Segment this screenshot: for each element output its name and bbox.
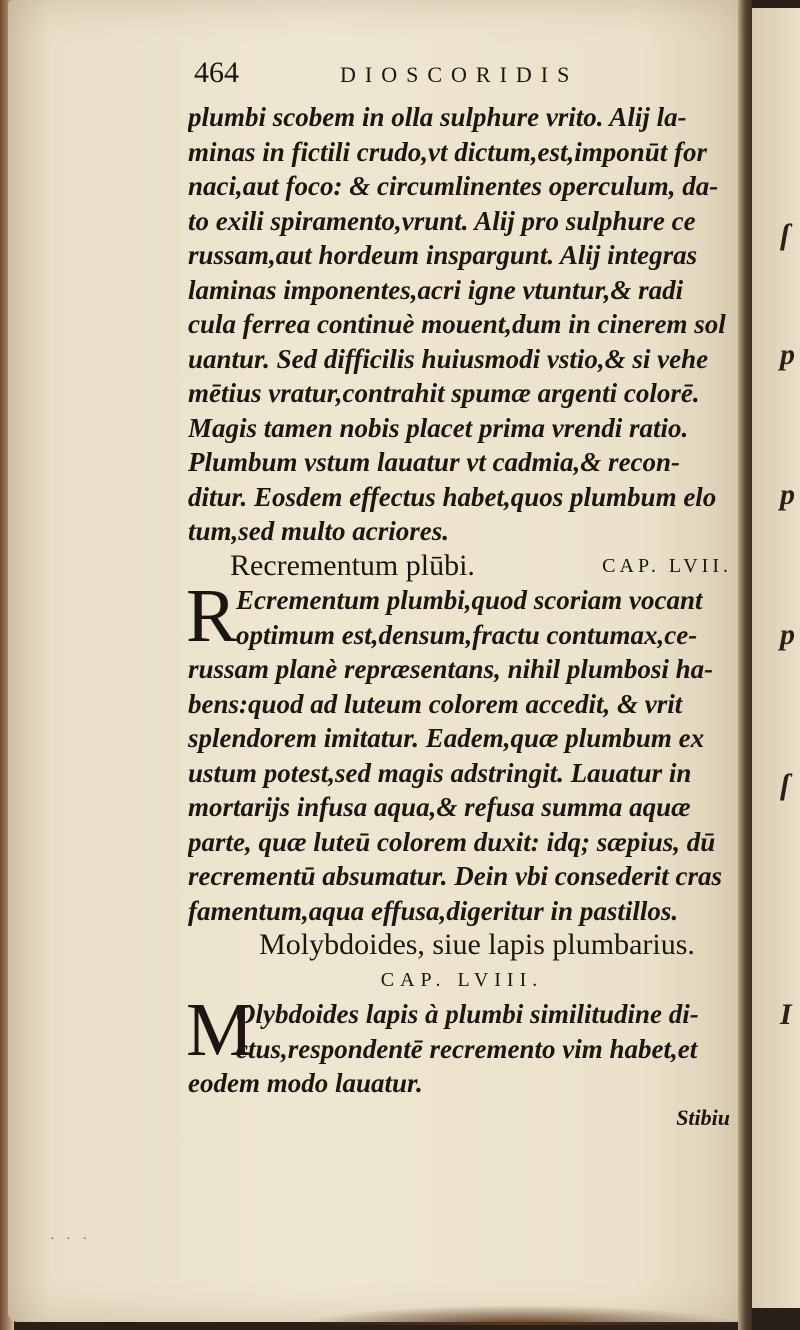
running-head: DIOSCORIDIS <box>340 62 579 87</box>
page-stain <box>300 1305 740 1325</box>
text-line: naci,aut foco: & circumlinentes operculum, da- <box>188 171 719 201</box>
drop-cap: R <box>186 574 237 658</box>
text-line: Olybdoides lapis à plumbi similitudine di- <box>236 999 699 1029</box>
text-line: mētius vratur,contrahit spumæ argenti colorē. <box>188 378 700 408</box>
text-line: splendorem imitatur. Eadem,quæ plumbum ex <box>188 723 705 753</box>
book-gutter <box>738 0 752 1330</box>
chapter-label: CAP. LVIII. <box>380 968 544 991</box>
text-line: cula ferrea continuè mouent,dum in cinerem sol <box>188 309 726 339</box>
text-line: mortarijs infusa aqua,& refusa summa aquæ <box>188 792 691 822</box>
facing-page-edge: ſ p p p ſ I <box>752 8 800 1308</box>
page-number: 464 <box>194 56 239 89</box>
text-line: Ecrementum plumbi,quod scoriam vocant <box>236 585 703 615</box>
page-header <box>190 56 735 96</box>
text-line: minas in fictili crudo,vt dictum,est,imponūt for <box>188 136 708 167</box>
text-line: Plumbum vstum lauatur vt cadmia,& recon- <box>188 447 681 477</box>
text-line: bens:quod ad luteum colorem accedit, & vrit <box>188 688 683 719</box>
chapter-label: CAP. LVII. <box>602 554 732 577</box>
paragraph <box>186 988 736 1101</box>
text-line: eodem modo lauatur. <box>188 1068 423 1098</box>
section-heading: Recrementum plūbi. <box>230 548 475 582</box>
text-line: parte, quæ luteū colorem duxit: idq; sæpius, dū <box>188 826 716 857</box>
drop-cap: M <box>186 988 254 1072</box>
text-block <box>188 100 736 1135</box>
section-heading: Molybdoides, siue lapis plumbarius. <box>259 928 695 961</box>
catchword: Stibiu <box>676 1104 730 1130</box>
text-line: russam planè repræsentans, nihil plumbosi ha- <box>188 654 714 684</box>
text-line: plumbi scobem in olla sulphure vrito. Alij la- <box>188 102 687 132</box>
text-line: to exili spiramento,vrunt. Alij pro sulphure ce <box>188 205 696 236</box>
text-line: russam,aut hordeum inspargunt. Alij integras <box>188 240 698 270</box>
text-line: famentum,aqua effusa,digeritur in pastillos. <box>188 895 679 926</box>
text-line: optimum est,densum,fractu contumax,ce- <box>236 619 698 650</box>
text-line: laminas imponentes,acri igne vtuntur,& radi <box>188 274 684 305</box>
text-line: ctus,respondentē recremento vim habet,et <box>236 1033 698 1064</box>
text-line: ustum potest,sed magis adstringit. Lauatur in <box>188 757 692 788</box>
ink-speck: · · · <box>50 1232 91 1247</box>
paragraph <box>186 574 736 928</box>
text-line: Magis tamen nobis placet prima vrendi ratio. <box>188 412 689 443</box>
section-heading-line <box>188 549 736 584</box>
text-line: ditur. Eosdem effectus habet,quos plumbum elo <box>188 481 717 512</box>
text-line: tum,sed multo acriores. <box>188 516 450 546</box>
text-line: uantur. Sed difficilis huiusmodi vstio,& si vehe <box>188 343 709 374</box>
text-line: recrementū absumatur. Dein vbi consederit cras <box>188 861 723 891</box>
